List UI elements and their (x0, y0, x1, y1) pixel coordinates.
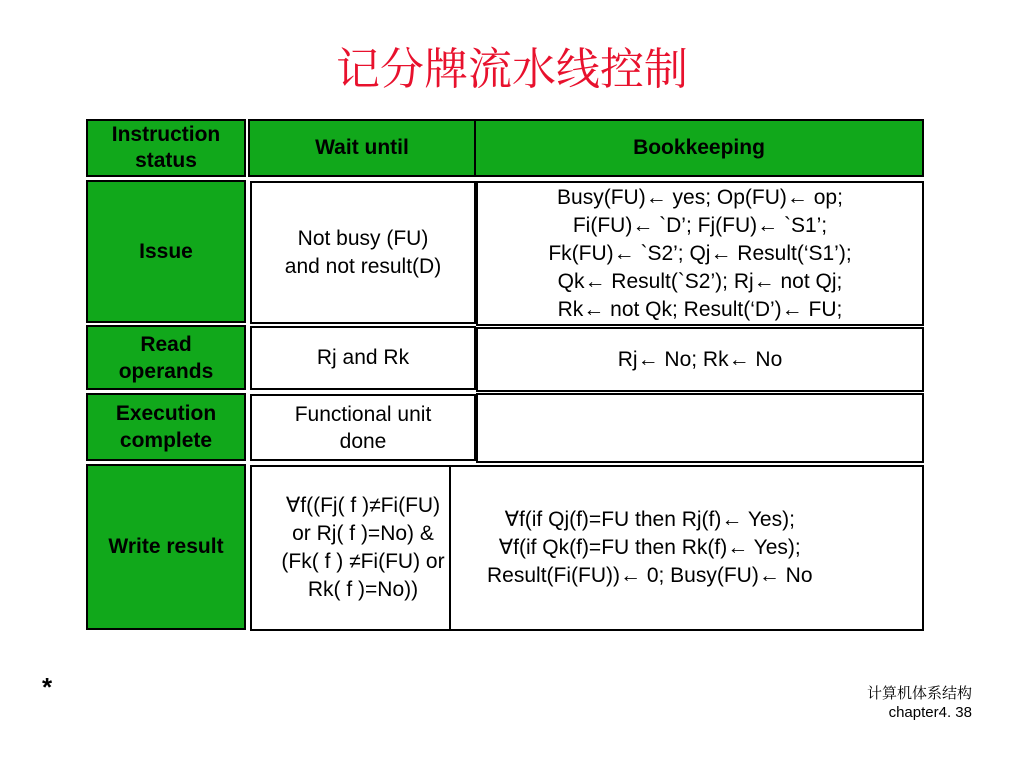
bullet-star: * (42, 672, 53, 702)
stage-label: Issue (139, 239, 193, 263)
wait-execution-complete (250, 394, 476, 461)
stage-label: Execution complete (115, 402, 217, 452)
header-wait-until (248, 119, 476, 177)
header-instruction-status (86, 119, 246, 177)
wait-write-result (250, 465, 476, 631)
slide-footer (867, 683, 972, 723)
bookkeeping-write-result (449, 465, 924, 631)
header-wait-until-label: Wait until (315, 136, 409, 159)
header-bookkeeping-label: Bookkeeping (633, 136, 765, 159)
wait-condition: Rj and Rk (316, 346, 410, 369)
stage-issue (86, 180, 246, 323)
bookkeeping-actions: Busy(FU)← yes; Op(FU)← op; Fi(FU)← `D’; Fj(FU)← `S1’; Fk(FU)← `S2’; Qj← Result(‘S1’); Qk← Result(`S2’); Rj← not Qj; Rk← not Qk; Result(‘D’)← FU; (548, 185, 852, 321)
stage-write-result (86, 464, 246, 630)
bookkeeping-actions: ∀f(if Qj(f)=FU then Rj(f)← Yes); ∀f(if Qk(f)=FU then Rk(f)← Yes); Result(Fi(FU))← 0; Busy(FU)← No (487, 508, 813, 587)
header-instruction-status-label: Instruction status (111, 123, 221, 172)
wait-condition: Functional unit done (294, 402, 432, 453)
wait-condition: ∀f((Fj( f )≠Fi(FU) or Rj( f )=No) & (Fk( f ) ≠Fi(FU) or Rk( f )=No)) (281, 494, 445, 601)
header-bookkeeping (474, 119, 924, 177)
stage-label: Write result (108, 535, 224, 558)
wait-condition: Not busy (FU) and not result(D) (284, 226, 442, 278)
bookkeeping-execution-complete (476, 393, 924, 463)
bookkeeping-read-operands (476, 327, 924, 392)
slide-title: 记分牌流水线控制 (336, 44, 688, 95)
stage-read-operands (86, 325, 246, 390)
stage-label: Read operands (118, 332, 214, 383)
bookkeeping-actions: Rj← No; Rk← No (617, 347, 783, 371)
course-name: 计算机体系结构 (866, 684, 972, 702)
wait-read-operands (250, 326, 476, 390)
page-number: chapter4. 38 (888, 704, 972, 721)
bookkeeping-issue (476, 181, 924, 326)
wait-issue (250, 181, 476, 324)
stage-execution-complete (86, 393, 246, 461)
